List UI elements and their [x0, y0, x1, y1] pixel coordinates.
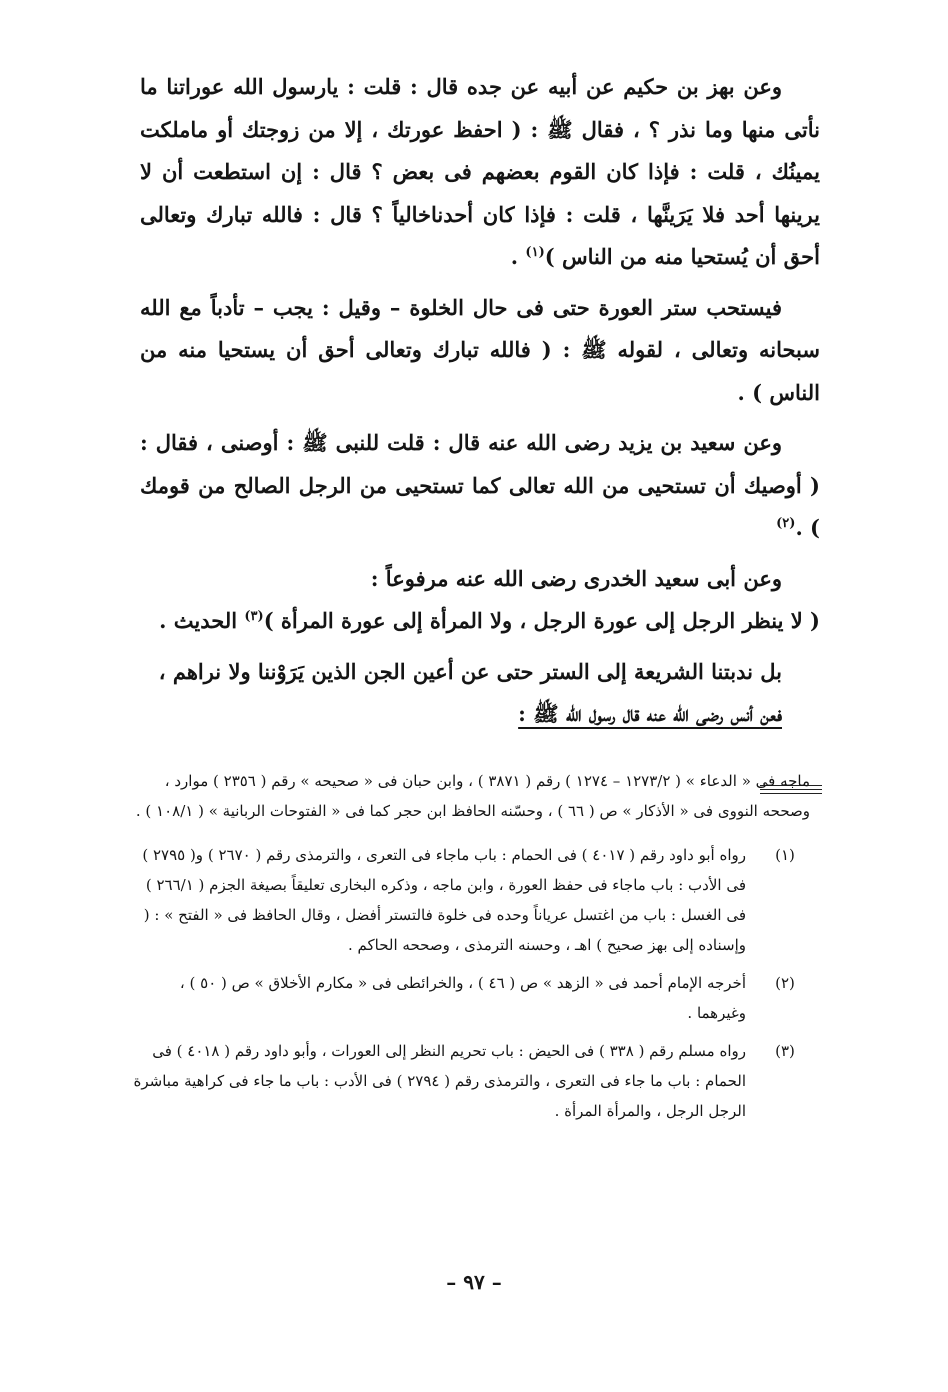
footnote-2 [130, 968, 810, 1028]
footnote-number: (٢) [775, 974, 795, 992]
paragraph-line-anas: فعن أنس رضى الله عنه قال رسول الله ﷺ : [518, 701, 782, 726]
paragraph-jinn-covering [140, 651, 820, 736]
hadith-quote [140, 600, 820, 643]
paragraph-said-hadith [140, 422, 820, 550]
footnote-text: رواه أبو داود رقم ( ٤٠١٧ ) فى الحمام : باب ماجاء فى التعرى ، والترمذى رقم ( ٢٦٧٠ ) و( ٢٧٩٥ ) فى الأدب : باب ماجاء فى حفظ العورة ، وابن ماجه ، وذكره البخارى تعليقاً بصيغة الجزم ( ٢٦٦/١ ) فى الغسل : باب من اغتسل عرياناً وحده فى خلوة فالتستر أفضل ، وقال الحافظ فى « الفتح » : ( وإسناده إلى بهز صحيح ) اهـ ، وحسنه الترمذى ، وصححه الحاكم . [142, 846, 746, 954]
footnote-text: رواه مسلم رقم ( ٣٣٨ ) فى الحيض : باب تحريم النظر إلى العورات ، وأبو داود رقم ( ٤٠١٨ ) فى الحمام : باب ما جاء فى التعرى ، والترمذى رقم ( ٢٧٩٤ ) فى الأدب : باب ما جاء فى كراهية مباشرة الرجل الرجل ، والمرأة المرأة . [133, 1042, 746, 1120]
paragraph-text: بل ندبتنا الشريعة إلى الستر حتى عن أعين الجن الذين يَرَوْننا ولا نراهم ، [158, 658, 782, 684]
footnote-number: (١) [775, 846, 795, 864]
paragraph-abu-said-hadith [140, 558, 820, 643]
footnote-ref-2: (٢) [776, 516, 796, 531]
paragraph-tail: . [510, 244, 526, 269]
paragraph-text: فيستحب ستر العورة حتى فى حال الخلوة – وقيل : يجب – تأدباً مع الله سبحانه وتعالى ، لقوله ﷺ : ( فالله تبارك وتعالى أحق أن يستحيا منه من الناس ) . [140, 294, 820, 405]
quote-tail: الحديث . [159, 608, 245, 633]
quote-text: ( لا ينظر الرجل إلى عورة الرجل ، ولا المرأة إلى عورة المرأة ) [263, 608, 820, 633]
paragraph-text: وعن بهز بن حكيم عن أبيه عن جده قال : قلت : يارسول الله عوراتنا ما نأتى منها وما نذر ؟ ، فقال ﷺ : ( احفظ عورتك ، إلا من زوجتك أو ماملكت يمينُك ، قلت : فإذا كان القوم بعضهم فى بعض ؟ قال : إن استطعت أن لا يرينها أحد فلا يَرَينَّها ، قلت : فإذا كان أحدناخالياً ؟ قال : فالله تبارك وتعالى أحق أن يُستحيا منه من الناس ) [140, 74, 820, 269]
footnote-ref-1: (١) [525, 245, 545, 260]
paragraph-text: وعن أبى سعيد الخدرى رضى الله عنه مرفوعاً : [370, 565, 782, 591]
footnote-ref-3: (٣) [244, 609, 264, 624]
footnote-1 [130, 840, 810, 960]
footnote-text: أخرجه الإمام أحمد فى « الزهد » ص ( ٤٦ ) ، والخرائطى فى « مكارم الأخلاق » ص ( ٥٠ ) ، وغيرهما . [179, 974, 746, 1022]
paragraph-bahz-hadith [140, 66, 820, 279]
page-number: – ٩٧ – [446, 1270, 502, 1294]
footnotes-section [130, 766, 810, 1134]
footnote-number: (٣) [775, 1042, 795, 1060]
footnote-3 [130, 1036, 810, 1126]
main-text-body [140, 66, 820, 744]
paragraph-text: وعن سعيد بن يزيد رضى الله عنه قال : قلت للنبى ﷺ : أوصنى ، فقال : ( أوصيك أن تستحيى من الله تعالى كما تستحيى من الرجل الصالح من قومك ) . [140, 430, 820, 540]
footnote-continuation: ماجه فى « الدعاء » ( ١٢٧٣/٢ – ١٢٧٤ ) رقم ( ٣٨٧١ ) ، وابن حبان فى « صحيحه » رقم ( ٢٣٥٦ ) موارد ، وصححه النووى فى « الأذكار » ص ( ٦٦ ) ، وحسّنه الحافظ ابن حجر كما فى « الفتوحات الربانية » ( ١٠٨/١ ) . [135, 772, 810, 820]
paragraph-covering-awrah [140, 287, 820, 415]
